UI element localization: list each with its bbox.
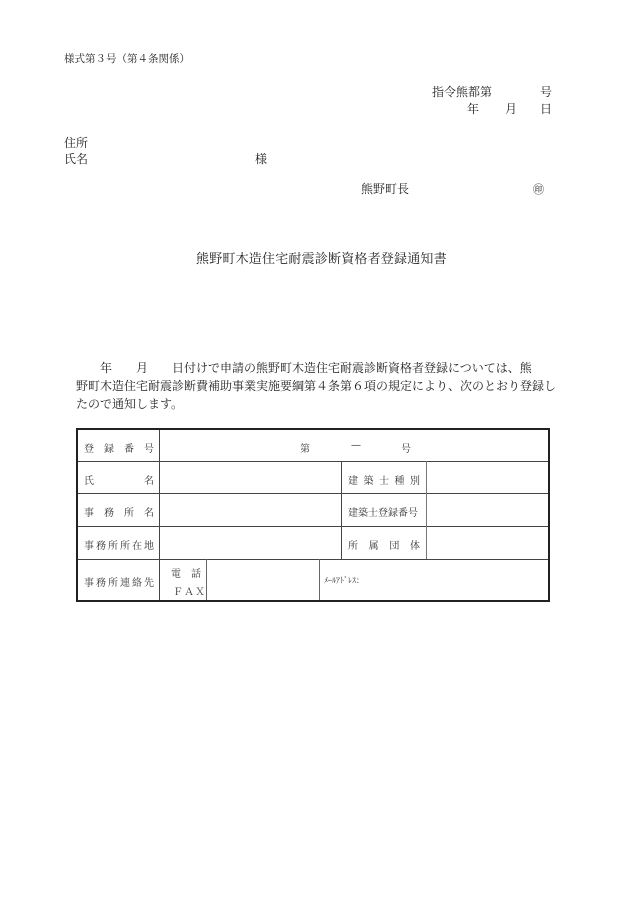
- name-label: 氏名: [64, 152, 89, 166]
- email-label: ﾒｰﾙｱﾄﾞﾚｽ：: [324, 576, 364, 585]
- registration-number-prefix: 第: [300, 444, 310, 455]
- architect-reg-no-field[interactable]: [427, 494, 548, 526]
- architect-type-label: 建 築 士 種 別: [348, 476, 420, 487]
- registration-number-field[interactable]: [160, 430, 548, 461]
- email-field[interactable]: [320, 560, 548, 600]
- body-line: 野町木造住宅耐震診断費補助事業実施要綱第４条第６項の規定により、次のとおり登録し: [76, 379, 557, 393]
- office-location-field[interactable]: [160, 527, 341, 559]
- office-location-label: 事 務 所 所 在 地: [84, 541, 154, 552]
- architect-reg-no-label: 建築士登録番号: [348, 508, 418, 519]
- reference-prefix: 指令熊都第: [432, 85, 493, 99]
- office-contact-label: 事 務 所 連 絡 先: [84, 578, 154, 589]
- registration-number-dash: —: [351, 440, 361, 451]
- column-divider: [341, 461, 342, 559]
- office-name-field[interactable]: [160, 494, 341, 526]
- honorific: 様: [255, 152, 268, 166]
- registration-table: [76, 428, 550, 602]
- registration-number-suffix: 号: [401, 444, 411, 455]
- architect-type-field[interactable]: [427, 462, 548, 493]
- phone-fax-field[interactable]: [207, 560, 319, 600]
- seal-icon: ㊞: [533, 183, 544, 196]
- body-line: 年 月 日付けで申請の熊野町木造住宅耐震診断資格者登録については、熊: [76, 361, 532, 375]
- document-title: 熊野町木造住宅耐震診断資格者登録通知書: [196, 252, 447, 267]
- fax-label: ＦＡＸ: [173, 587, 206, 598]
- date-year: 年: [467, 102, 480, 116]
- affiliation-field[interactable]: [427, 527, 548, 559]
- name-field-label: 氏 名: [84, 476, 154, 487]
- office-name-label: 事 務 所 名: [84, 508, 154, 519]
- date-month: 月: [505, 102, 518, 116]
- issuer-title: 熊野町長: [361, 182, 410, 196]
- name-field[interactable]: [160, 462, 341, 493]
- address-label: 住所: [64, 136, 89, 150]
- reference-suffix: 号: [540, 85, 553, 99]
- affiliation-label: 所 属 団 体: [348, 541, 420, 552]
- phone-label: 電 話: [171, 569, 201, 580]
- date-day: 日: [540, 102, 553, 116]
- reference-number: [432, 83, 553, 100]
- registration-number-label: 登 録 番 号: [84, 444, 154, 455]
- body-text: [76, 359, 557, 413]
- body-line: たので通知します。: [76, 397, 184, 411]
- form-number: 様式第３号（第４条関係）: [64, 53, 190, 65]
